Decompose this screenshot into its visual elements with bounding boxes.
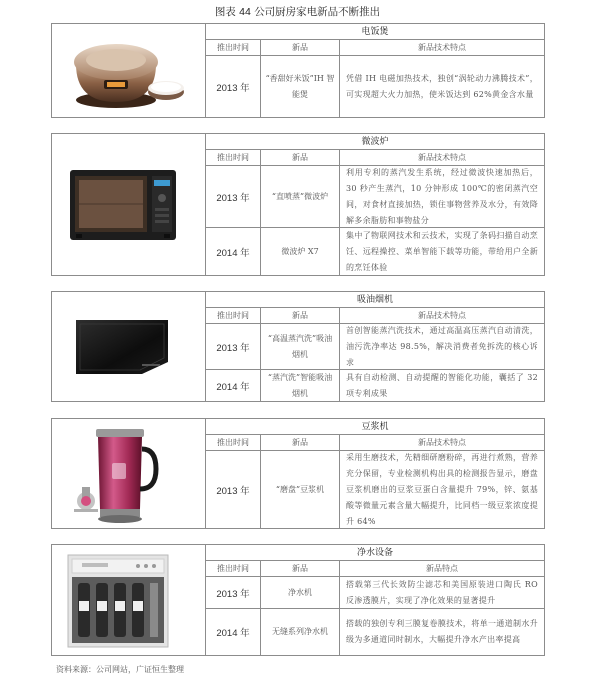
microwave-icon [68, 164, 178, 244]
row-feature: 首创智能蒸汽洗技术，通过高温高压蒸汽自动清洗，油污洗净率达 98.5%，解决消费者免拆洗的核心诉求 [346, 325, 538, 367]
table-row [206, 166, 544, 228]
row-product: “磨盘”豆浆机 [261, 451, 340, 528]
header-feature: 新品技术特点 [418, 311, 466, 320]
row-year: 2014 年 [206, 609, 261, 655]
header-row [206, 561, 544, 577]
header-feature: 新品技术特点 [418, 153, 466, 162]
row-feature: 利用专利的蒸汽发生系统，经过微波快速加热后，30 秒产生蒸汽，10 分钟形成 100℃的密闭蒸汽空间，对食材直接加热，锁住事物营养及水分，有效降解多余脂肪和事物盐分 [346, 167, 538, 225]
product-image-cell [52, 24, 206, 117]
product-image-cell [52, 419, 206, 528]
row-product: “香甜好米饭”IH 智能煲 [261, 56, 340, 117]
header-time: 推出时间 [206, 150, 261, 165]
figure-title [0, 4, 595, 19]
row-feature: 搭载的独创专利三膜复卷膜技术，将单一通道制水升级为多通道同时制水，大幅提升净水产出率提高 [346, 619, 538, 644]
row-product: 微波炉 X7 [261, 228, 340, 275]
product-image-cell [52, 292, 206, 401]
table-row [206, 609, 544, 655]
row-feature: 凭借 IH 电磁加热技术，独创“涡轮动力沸腾技术”，可实现超大火力加热，使米饭达到 62%黄金含水量 [346, 73, 538, 99]
category-title: 吸油烟机 [206, 292, 544, 308]
row-year: 2013 年 [206, 451, 261, 528]
table-row [206, 451, 544, 528]
row-product: “高温蒸汽洗”吸油烟机 [261, 324, 340, 369]
header-product: 新品 [261, 435, 340, 450]
table-row [206, 324, 544, 370]
product-image-cell [52, 134, 206, 275]
header-feature: 新品技术特点 [418, 43, 466, 52]
header-product: 新品 [261, 561, 340, 576]
header-time: 推出时间 [206, 40, 261, 55]
rice-cooker-icon [68, 30, 188, 112]
header-product: 新品 [261, 150, 340, 165]
table-row [206, 370, 544, 401]
category-title: 净水设备 [206, 545, 544, 561]
row-feature: 集中了物联网技术和云技术，实现了条码扫描自动烹饪、远程操控、菜单智能下载等功能，带给用户全新的烹饪体验 [346, 230, 538, 272]
figure-title-text: 公司厨房家电新品不断推出 [254, 6, 381, 18]
table-row [206, 577, 544, 609]
row-year: 2014 年 [206, 370, 261, 401]
soymilk-maker-icon [70, 423, 166, 527]
section-details [206, 545, 544, 655]
category-title: 电饭煲 [206, 24, 544, 40]
section-soymilk-maker [51, 418, 545, 529]
section-water-purifier [51, 544, 545, 656]
row-product: “蒸汽洗”智能吸油烟机 [261, 370, 340, 401]
row-feature: 搭载第三代长效防尘滤芯和美国原装进口陶氏 RO 反渗透膜片，实现了净化效果的显著提升 [346, 579, 538, 605]
section-details [206, 24, 544, 117]
table-row [206, 228, 544, 275]
header-time: 推出时间 [206, 308, 261, 323]
row-year: 2013 年 [206, 577, 261, 608]
range-hood-icon [72, 316, 172, 378]
figure-title-number: 44 [239, 6, 251, 18]
section-details [206, 134, 544, 275]
section-range-hood [51, 291, 545, 402]
row-year: 2014 年 [206, 228, 261, 275]
row-feature: 具有自动检测、自动提醒的智能化功能，囊括了 32 项专利成果 [346, 372, 538, 398]
header-feature: 新品特点 [426, 564, 458, 573]
header-product: 新品 [261, 308, 340, 323]
section-microwave [51, 133, 545, 276]
header-time: 推出时间 [206, 435, 261, 450]
source-note: 资料来源：公司网站，广证恒生整理 [56, 665, 184, 674]
row-product: 净水机 [261, 577, 340, 608]
header-feature: 新品技术特点 [418, 438, 466, 447]
row-product: “直喷蒸”微波炉 [261, 166, 340, 227]
water-purifier-icon [66, 551, 170, 651]
row-year: 2013 年 [206, 166, 261, 227]
row-year: 2013 年 [206, 324, 261, 369]
header-time: 推出时间 [206, 561, 261, 576]
product-image-cell [52, 545, 206, 655]
figure-title-prefix: 图表 [214, 6, 236, 18]
table-row [206, 56, 544, 117]
section-details [206, 292, 544, 401]
section-rice-cooker [51, 23, 545, 118]
header-product: 新品 [261, 40, 340, 55]
row-feature: 采用生磨技术，先精细研磨粉碎，再进行煮熟，营养充分保留，专业检测机构出具的检测报告显示，磨盘豆浆机磨出的豆浆豆蛋白含量提升 79%，锌、氨基酸等微量元素含量大幅提升，比同档一级豆浆浓度提升 64% [346, 452, 538, 526]
category-title: 豆浆机 [206, 419, 544, 435]
header-row [206, 40, 544, 56]
category-title: 微波炉 [206, 134, 544, 150]
row-year: 2013 年 [206, 56, 261, 117]
section-details [206, 419, 544, 528]
row-product: 无缝系列净水机 [261, 609, 340, 655]
